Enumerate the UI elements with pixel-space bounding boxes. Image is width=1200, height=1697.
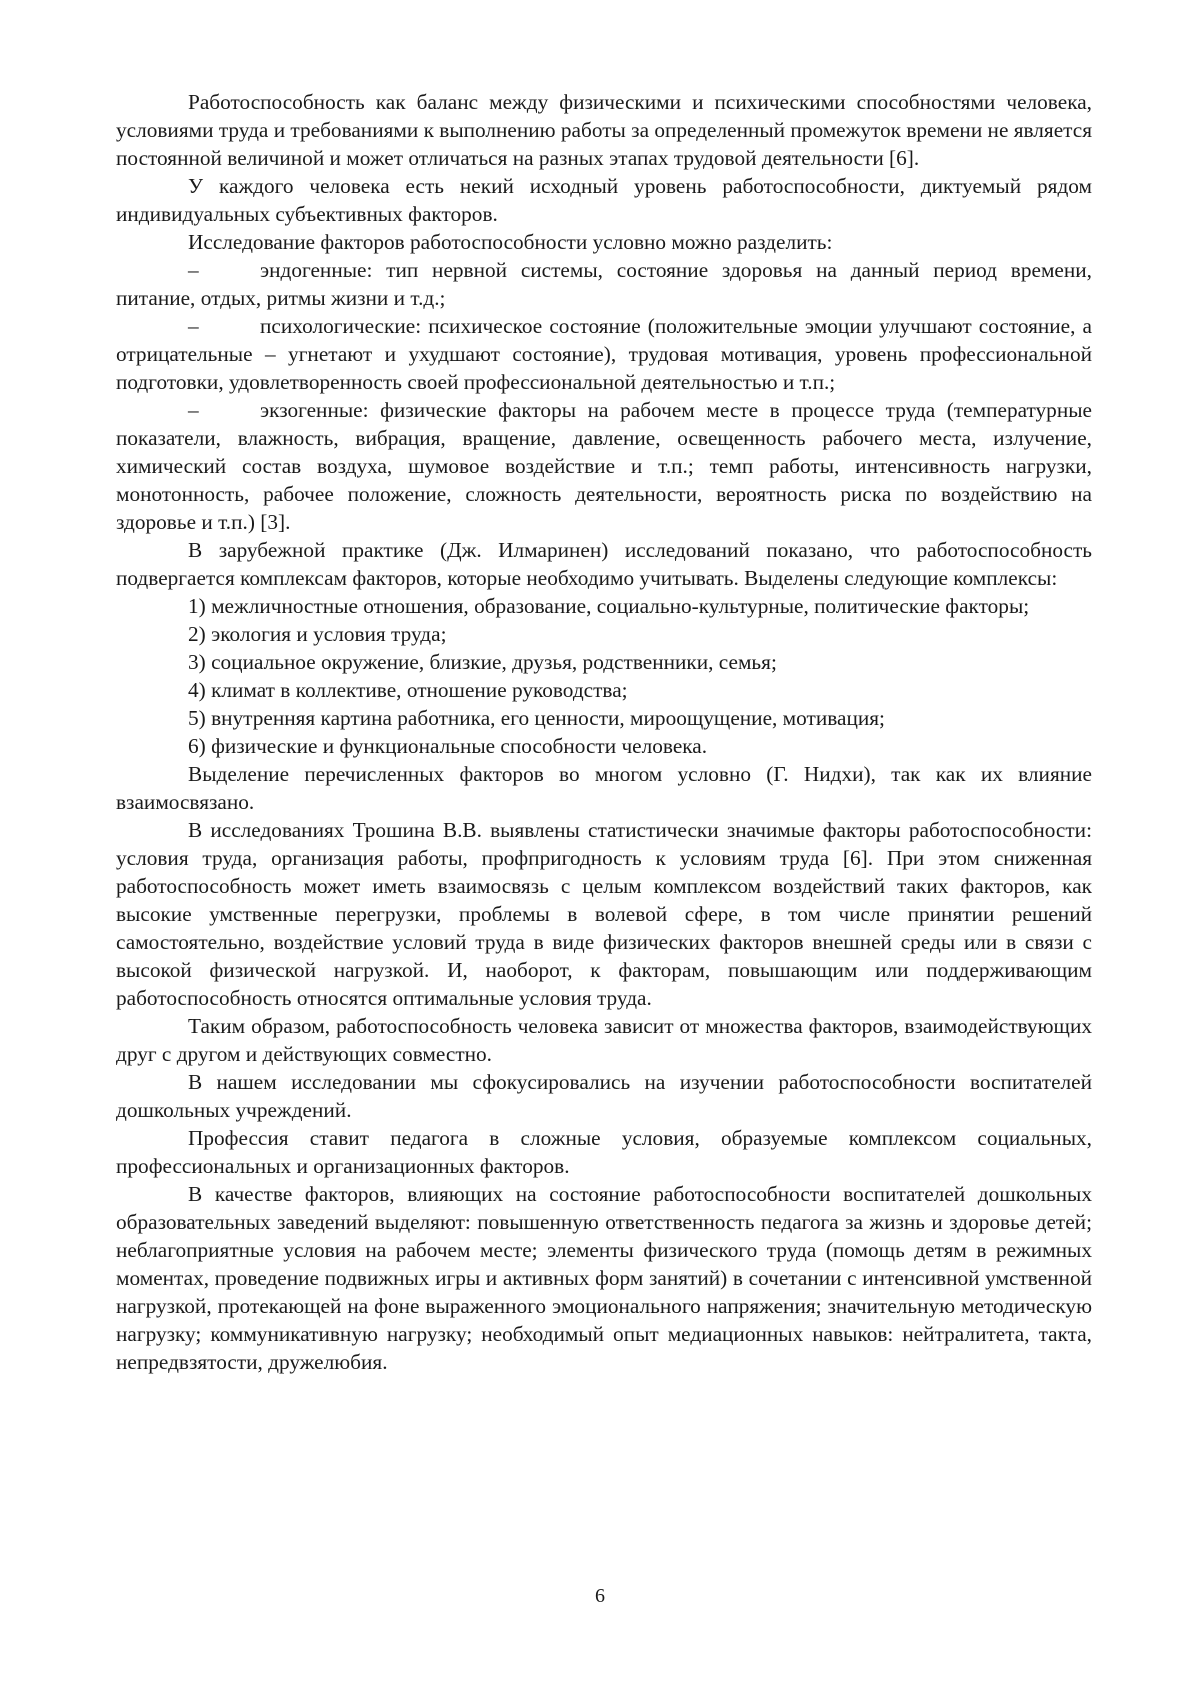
list-item-text: психологические: психическое состояние (положительные эмоции улучшают состояние, а отрицательные – угнетают и ухудшают состояние), трудовая мотивация, уровень профессиональной подготовки, удовлетворенность своей профессиональной деятельностью и т.п.;	[116, 314, 1092, 394]
list-item-text: эндогенные: тип нервной системы, состояние здоровья на данный период времени, питание, отдых, ритмы жизни и т.д.;	[116, 258, 1092, 310]
paragraph-preschool-factors: В качестве факторов, влияющих на состояние работоспособности воспитателей дошкольных образовательных заведений выделяют: повышенную ответственность педагога за жизнь и здоровье детей; неблагоприятные условия на рабочем месте; элементы физического труда (помощь детям в режимных моментах, проведение подвижных игры и активных форм занятий) в сочетании с интенсивной умственной нагрузкой, протекающей на фоне выраженного эмоционального напряжения; значительную методическую нагрузку; коммуникативную нагрузку; необходимый опыт медиационных навыков: нейтралитета, такта, непредвзятости, дружелюбия.	[116, 1182, 1092, 1374]
paragraph-workcapacity-definition: Работоспособность как баланс между физическими и психическими способностями человека, условиями труда и требованиями к выполнению работы за определенный промежуток времени не является постоянной величиной и может отличаться на разных этапах трудовой деятельности [6].	[116, 90, 1092, 170]
paragraph-study-focus: В нашем исследовании мы сфокусировались на изучении работоспособности воспитателей дошкольных учреждений.	[116, 1070, 1092, 1122]
list-item-endogenous	[116, 256, 1092, 312]
paragraph-conclusion: Таким образом, работоспособность человека зависит от множества факторов, взаимодействующих друг с другом и действующих совместно.	[116, 1014, 1092, 1066]
paragraph-factors-intro: Исследование факторов работоспособности условно можно разделить:	[188, 230, 833, 254]
paragraph-foreign-practice: В зарубежной практике (Дж. Илмаринен) исследований показано, что работоспособность подвергается комплексам факторов, которые необходимо учитывать. Выделены следующие комплексы:	[116, 538, 1092, 590]
numbered-item-1: 1) межличностные отношения, образование, социально-культурные, политические факторы;	[188, 594, 1030, 618]
list-item-text: экзогенные: физические факторы на рабочем месте в процессе труда (температурные показатели, влажность, вибрация, вращение, давление, освещенность рабочего места, излучение, химический состав воздуха, шумовое воздействие и т.п.; темп работы, интенсивность нагрузки, монотонность, рабочее положение, сложность деятельности, вероятность риска по воздействию на здоровье и т.п.) [3].	[116, 398, 1092, 534]
page-number: 6	[595, 1585, 605, 1607]
dash-marker: –	[188, 398, 199, 422]
paragraph-profession-conditions: Профессия ставит педагога в сложные условия, образуемые комплексом социальных, профессиональных и организационных факторов.	[116, 1126, 1092, 1178]
paragraph-troshin-research: В исследованиях Трошина В.В. выявлены статистически значимые факторы работоспособности: условия труда, организация работы, профпригодность к условиям труда [6]. При этом сниженная работоспособность может иметь взаимосвязь с целым комплексом воздействий таких факторов, как высокие умственные перегрузки, проблемы в волевой сфере, в том числе принятии решений самостоятельно, воздействие условий труда в виде физических факторов внешней среды или в связи с высокой физической нагрузкой. И, наоборот, к факторам, повышающим или поддерживающим работоспособность относятся оптимальные условия труда.	[116, 818, 1092, 1010]
dash-marker: –	[188, 258, 199, 282]
dash-marker: –	[188, 314, 199, 338]
paragraph-baseline-level: У каждого человека есть некий исходный уровень работоспособности, диктуемый рядом индивидуальных субъективных факторов.	[116, 174, 1092, 226]
paragraph-interrelation: Выделение перечисленных факторов во многом условно (Г. Нидхи), так как их влияние взаимосвязано.	[116, 762, 1092, 814]
document-body	[116, 88, 1092, 1376]
numbered-item-4: 4) климат в коллективе, отношение руководства;	[188, 678, 628, 702]
list-item-psychological	[116, 312, 1092, 396]
numbered-item-2: 2) экология и условия труда;	[188, 622, 447, 646]
numbered-item-3: 3) социальное окружение, близкие, друзья, родственники, семья;	[188, 650, 777, 674]
numbered-item-5: 5) внутренняя картина работника, его ценности, мироощущение, мотивация;	[188, 706, 885, 730]
numbered-item-6: 6) физические и функциональные способности человека.	[188, 734, 708, 758]
list-item-exogenous	[116, 396, 1092, 536]
